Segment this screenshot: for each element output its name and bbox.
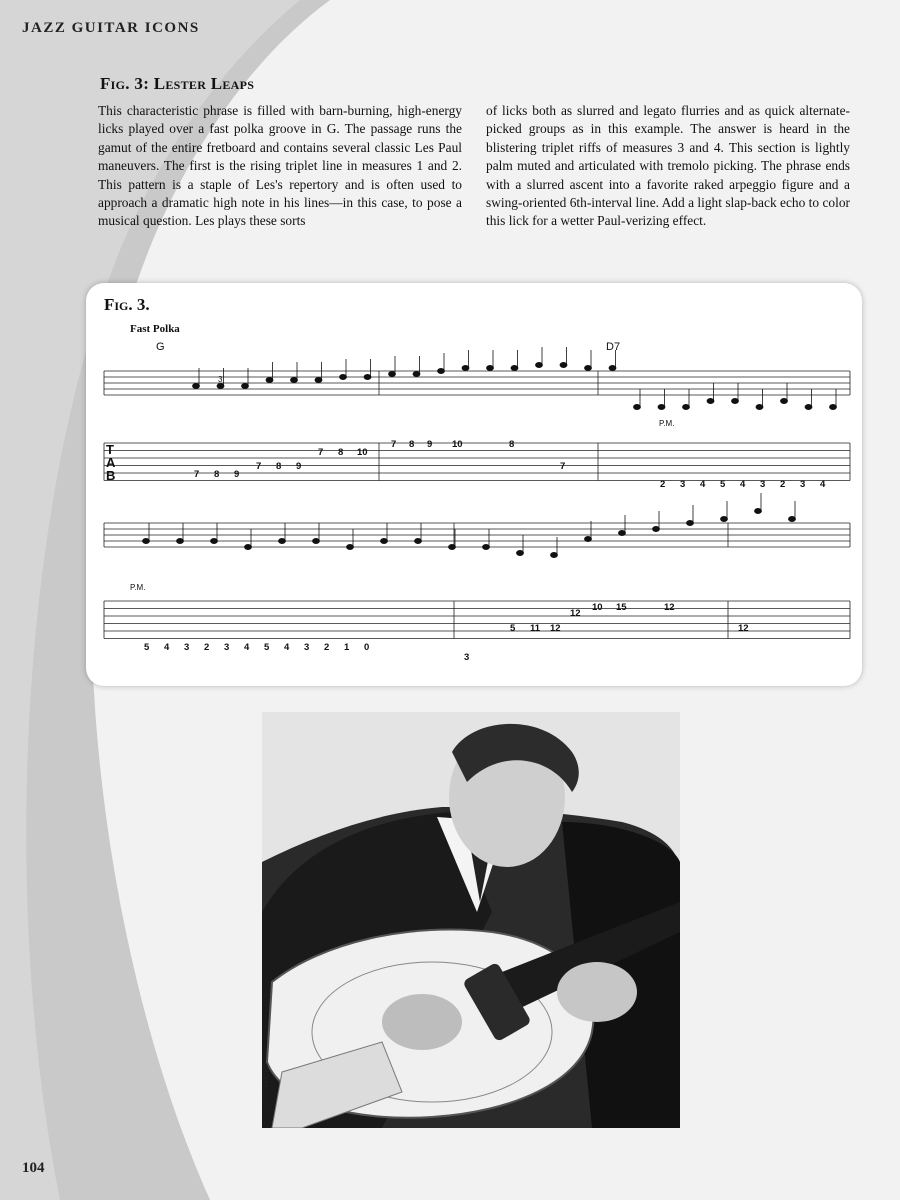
tab-letter: B (106, 468, 116, 483)
tab-number: 8 (214, 469, 220, 480)
palm-mute-label: P.M. (659, 419, 675, 428)
tempo-marking: Fast Polka (130, 323, 180, 335)
note-head (340, 375, 347, 380)
note-head (687, 521, 694, 526)
note-head (536, 363, 543, 368)
note-head (653, 527, 660, 532)
note-head (364, 375, 371, 380)
tab-number: 2 (780, 479, 786, 490)
note-head (245, 545, 252, 550)
tab-number: 4 (700, 479, 706, 490)
notation-and-tab (86, 283, 862, 686)
figure-label: Fig. 3. (104, 295, 150, 314)
tab-number: 5 (510, 623, 516, 634)
tab-number: 10 (357, 447, 368, 458)
note-head (756, 405, 763, 410)
tab-number: 10 (452, 439, 463, 450)
tab-number: 9 (296, 461, 302, 472)
note-head (438, 369, 445, 374)
tab-clef (106, 443, 115, 482)
palm-mute-label: P.M. (130, 583, 146, 592)
tab-number: 5 (264, 642, 270, 653)
tab-number: 8 (509, 439, 515, 450)
note-head (511, 366, 518, 371)
tab-letter: T (106, 442, 114, 457)
tab-number: 7 (318, 447, 324, 458)
tab-number: 3 (680, 479, 686, 490)
tab-number: 8 (409, 439, 415, 450)
note-head (266, 378, 273, 383)
tab-number: 0 (364, 642, 370, 653)
tab-number: 12 (664, 602, 675, 613)
tab-number: 4 (164, 642, 170, 653)
tab-number: 12 (570, 608, 581, 619)
tab-number: 11 (530, 623, 541, 634)
tab-number: 3 (304, 642, 310, 653)
tab-number: 9 (427, 439, 433, 450)
tab-number: 4 (244, 642, 250, 653)
note-head (381, 539, 388, 544)
note-head (211, 539, 218, 544)
tab-number: 4 (284, 642, 290, 653)
tab-number: 9 (234, 469, 240, 480)
note-head (193, 384, 200, 389)
note-head (560, 363, 567, 368)
note-head (585, 366, 592, 371)
body-text-left-column: This characteristic phrase is filled with barn-burning, high-energy licks played over a fast polka groove in G. The passage runs the gamut of the entire fretboard and contains several classic Les Paul maneuvers. The first is the rising triplet line in measures 1 and 2. This pattern is a staple of Les's repertory and is often used to approach a dramatic high note in his lines—in this case, to pose a musical question. Les plays these sorts (98, 103, 462, 229)
note-head (315, 378, 322, 383)
tab-number: 7 (560, 461, 566, 472)
note-head (683, 405, 690, 410)
note-head (483, 545, 490, 550)
tab-number: 15 (616, 602, 627, 613)
note-head (242, 384, 249, 389)
note-head (707, 399, 714, 404)
note-head (313, 539, 320, 544)
note-head (487, 366, 494, 371)
note-head (291, 378, 298, 383)
note-head (830, 405, 837, 410)
photo-illustration (262, 712, 680, 1128)
note-head (721, 517, 728, 522)
note-head (462, 366, 469, 371)
tab-number: 2 (204, 642, 210, 653)
triplet-mark: 3 (218, 375, 223, 384)
note-head (755, 509, 762, 514)
running-head: JAZZ GUITAR ICONS (22, 20, 200, 36)
note-head (143, 539, 150, 544)
tab-number: 3 (184, 642, 190, 653)
note-head (634, 405, 641, 410)
tab-number: 4 (820, 479, 826, 490)
tab-number: 10 (592, 602, 603, 613)
tab-number: 2 (324, 642, 330, 653)
tab-number: 3 (224, 642, 230, 653)
section-title: Fig. 3: Lester Leaps (100, 74, 255, 93)
page-number: 104 (22, 1160, 45, 1176)
tab-number: 3 (760, 479, 766, 490)
tab-number: 2 (660, 479, 666, 490)
tab-number: 4 (740, 479, 746, 490)
note-head (177, 539, 184, 544)
note-head (619, 531, 626, 536)
les-paul-photo (262, 712, 680, 1128)
note-head (805, 405, 812, 410)
photo-credit: © CTSIMAGES (264, 1064, 270, 1106)
tab-number: 3 (800, 479, 806, 490)
note-head (781, 399, 788, 404)
note-head (585, 537, 592, 542)
note-head (449, 545, 456, 550)
note-head (279, 539, 286, 544)
tab-number: 3 (464, 652, 470, 663)
tab-number: 8 (276, 461, 282, 472)
note-head (789, 517, 796, 522)
note-head (389, 372, 396, 377)
note-head (217, 384, 224, 389)
note-head (551, 553, 558, 558)
note-head (658, 405, 665, 410)
tab-number: 1 (344, 642, 350, 653)
tab-number: 5 (144, 642, 150, 653)
note-head (415, 539, 422, 544)
tab-number: 12 (738, 623, 749, 634)
tab-number: 7 (391, 439, 397, 450)
note-head (732, 399, 739, 404)
chord-symbol-g: G (156, 341, 165, 353)
body-text-right-column: of licks both as slurred and legato flurries and as quick alternate-picked groups as in this example. The answer is heard in the blistering triplet riffs of measures 3 and 4. This section is lightly palm muted and articulated with tremolo picking. The phrase ends with a slurred ascent into a favorite raked arpeggio figure and a swing-oriented 6th-interval line. Add a light slap-back echo to color this lick for a wetter Paul-verizing effect. (486, 103, 850, 229)
note-head (609, 366, 616, 371)
note-head (517, 551, 524, 556)
note-head (413, 372, 420, 377)
music-figure-card (86, 283, 862, 686)
tab-number: 8 (338, 447, 344, 458)
tab-number: 7 (194, 469, 200, 480)
note-head (347, 545, 354, 550)
tab-number: 7 (256, 461, 262, 472)
tab-letter: A (106, 455, 116, 470)
tab-number: 5 (720, 479, 726, 490)
tab-number: 12 (550, 623, 561, 634)
chord-symbol-d7: D7 (606, 341, 621, 353)
